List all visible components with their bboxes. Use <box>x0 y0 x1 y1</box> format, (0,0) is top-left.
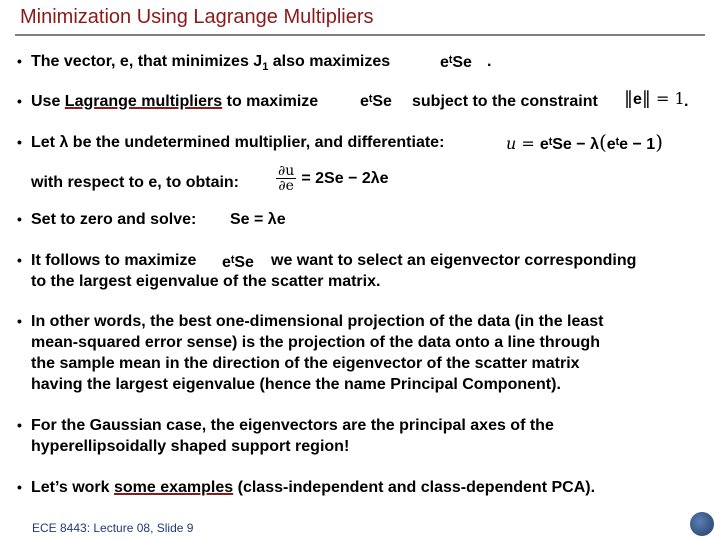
bullet-marker: • <box>17 417 22 433</box>
bullet-5-line2: to the largest eigenvalue of the scatter matrix. <box>31 273 381 290</box>
bullet-marker: • <box>17 252 22 268</box>
bullet-2-constraint: subject to the constraint <box>412 93 598 110</box>
bullet-5-after: we want to select an eigenvector corresponding <box>271 252 637 269</box>
bullet-2-before: Use <box>31 93 65 110</box>
bullet-6-line1: In other words, the best one-dimensional projection of the data (in the least <box>31 313 604 330</box>
bullet-8-after: (class-independent and class-dependent PCA). <box>233 479 596 496</box>
bullet-6-line3: the sample mean in the direction of the eigenvector of the scatter matrix <box>31 355 580 372</box>
bullet-6-line2: mean-squared error sense) is the projection of the data onto a line through <box>31 334 600 351</box>
bullet-2-period: . <box>684 93 689 110</box>
bullet-3: Let λ be the undetermined multiplier, and differentiate: <box>31 134 445 151</box>
bullet-marker: • <box>17 313 22 329</box>
math-lagrangian: u = eᵗSe − λ(eᵗe − 1) <box>506 130 663 154</box>
math-etSe-3: eᵗSe <box>222 254 254 271</box>
bullet-2 <box>31 91 318 112</box>
bullet-marker: • <box>17 93 22 109</box>
math-etSe-1: eᵗSe <box>440 54 472 71</box>
bullet-8-before: Let’s work <box>31 479 114 496</box>
bullet-2-after-link: to maximize <box>222 93 319 110</box>
math-derivative: $\frac{\partial u}{\partial e}$ = 2Se − 2λe <box>278 163 389 194</box>
math-etSe-2: eᵗSe <box>360 93 392 110</box>
slide-footer: ECE 8443: Lecture 08, Slide 9 <box>32 521 194 535</box>
bullet-marker: • <box>17 479 22 495</box>
some-examples-link[interactable]: some examples <box>113 479 234 496</box>
bullet-5: It follows to maximize <box>31 252 197 269</box>
bullet-8 <box>31 477 595 498</box>
bullet-marker: • <box>17 211 22 227</box>
bullet-1-after: also maximizes <box>272 53 391 70</box>
bullet-1-period: . <box>487 53 492 70</box>
bullet-4: Set to zero and solve: <box>31 211 197 228</box>
globe-logo-icon <box>690 512 714 536</box>
bullet-7-line1: For the Gaussian case, the eigenvectors are the principal axes of the <box>31 417 554 434</box>
math-eigen-equation: Se = λe <box>230 211 286 228</box>
bullet-1-subscript: 1 <box>262 61 269 74</box>
bullet-6-line4: having the largest eigenvalue (hence the name Principal Component). <box>31 376 561 393</box>
bullet-marker: • <box>17 134 22 150</box>
lagrange-multipliers-link[interactable]: Lagrange multipliers <box>64 93 223 110</box>
bullet-1-text: The vector, e, that minimizes J <box>31 53 263 70</box>
bullet-3-continuation: with respect to e, to obtain: <box>31 174 240 191</box>
bullet-1 <box>31 51 390 78</box>
math-norm-constraint: ‖e‖ = 1 <box>624 88 685 109</box>
bullet-marker: • <box>17 53 22 69</box>
slide-title: Minimization Using Lagrange Multipliers <box>20 6 374 28</box>
title-divider <box>15 34 705 36</box>
bullet-7-line2: hyperellipsoidally shaped support region! <box>31 438 350 455</box>
